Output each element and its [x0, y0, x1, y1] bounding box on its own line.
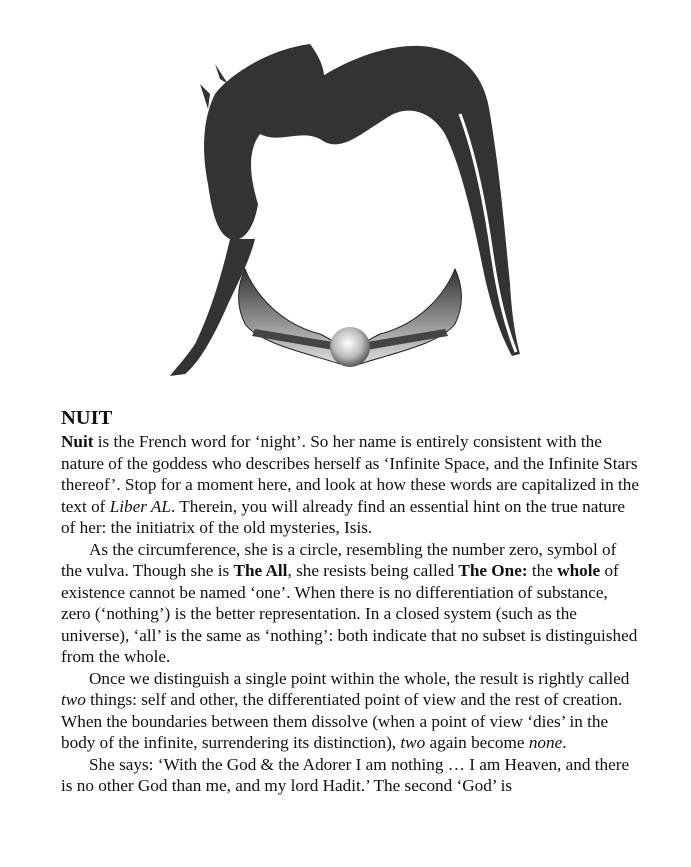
text-run: Once we distinguish a single point within the whole, the result is rightly called — [89, 668, 630, 688]
winged-globe — [239, 269, 462, 367]
right-wing — [355, 269, 461, 364]
italic-text: Liber AL — [109, 496, 171, 516]
italic-text: two — [400, 733, 426, 752]
sun-orb — [330, 327, 370, 367]
text-run: again become — [425, 733, 529, 752]
text-run: She says: ‘With the God & the Adorer I am nothing … I am Heaven, and there is no other God than me, and my lord Hadit.’ The second ‘God’ is — [61, 754, 630, 795]
paragraph-1 — [61, 431, 641, 539]
text-run: of existence cannot be named ‘one’. When there is no differentiation of substance, zero (‘nothing’) is the better representation. In a closed system (such as the universe), ‘all’ is the same as ‘nothing’: both indicate that no subset is distinguished from the whole. — [61, 561, 638, 666]
italic-text: two — [61, 690, 86, 709]
text-run: things: self and other, the differentiated point of view and the rest of creation. When the boundaries between them dissolve (when a point of view ‘dies’ in the body of the infinite, surrendering its distinction), — [61, 690, 623, 752]
italic-text: none — [528, 733, 563, 752]
text-run: , she resists being called — [287, 561, 459, 580]
paragraph-3 — [61, 668, 641, 754]
bold-text: Nuit — [61, 432, 94, 451]
nuit-figure-icon — [160, 34, 540, 384]
hair-shape — [204, 44, 324, 240]
document-body — [61, 405, 641, 797]
text-run: . — [562, 733, 567, 752]
bold-text: The One: — [458, 561, 528, 580]
text-run: the — [527, 561, 558, 580]
paragraph-2 — [61, 539, 641, 668]
bold-text: whole — [557, 561, 601, 580]
text-run: . Therein, you will already find an essential hint on the true nature of her: the initiatrix of the old mysteries, Isis. — [61, 496, 626, 537]
text-run: is the French word for ‘night’. So her name is entirely consistent with the nature of the goddess who describes herself as ‘Infinite Space, and the Infinite Stars thereof’. Stop for a moment here, and look at how these words are capitalized in the text of — [61, 432, 639, 516]
paragraph-4 — [61, 754, 641, 797]
bold-text: The All — [233, 561, 288, 580]
text-run: As the circumference, she is a circle, resembling the number zero, symbol of the vulva. Though she is — [61, 539, 617, 580]
nuit-illustration — [160, 34, 540, 384]
left-wing — [239, 269, 345, 364]
section-heading: NUIT — [61, 407, 113, 429]
